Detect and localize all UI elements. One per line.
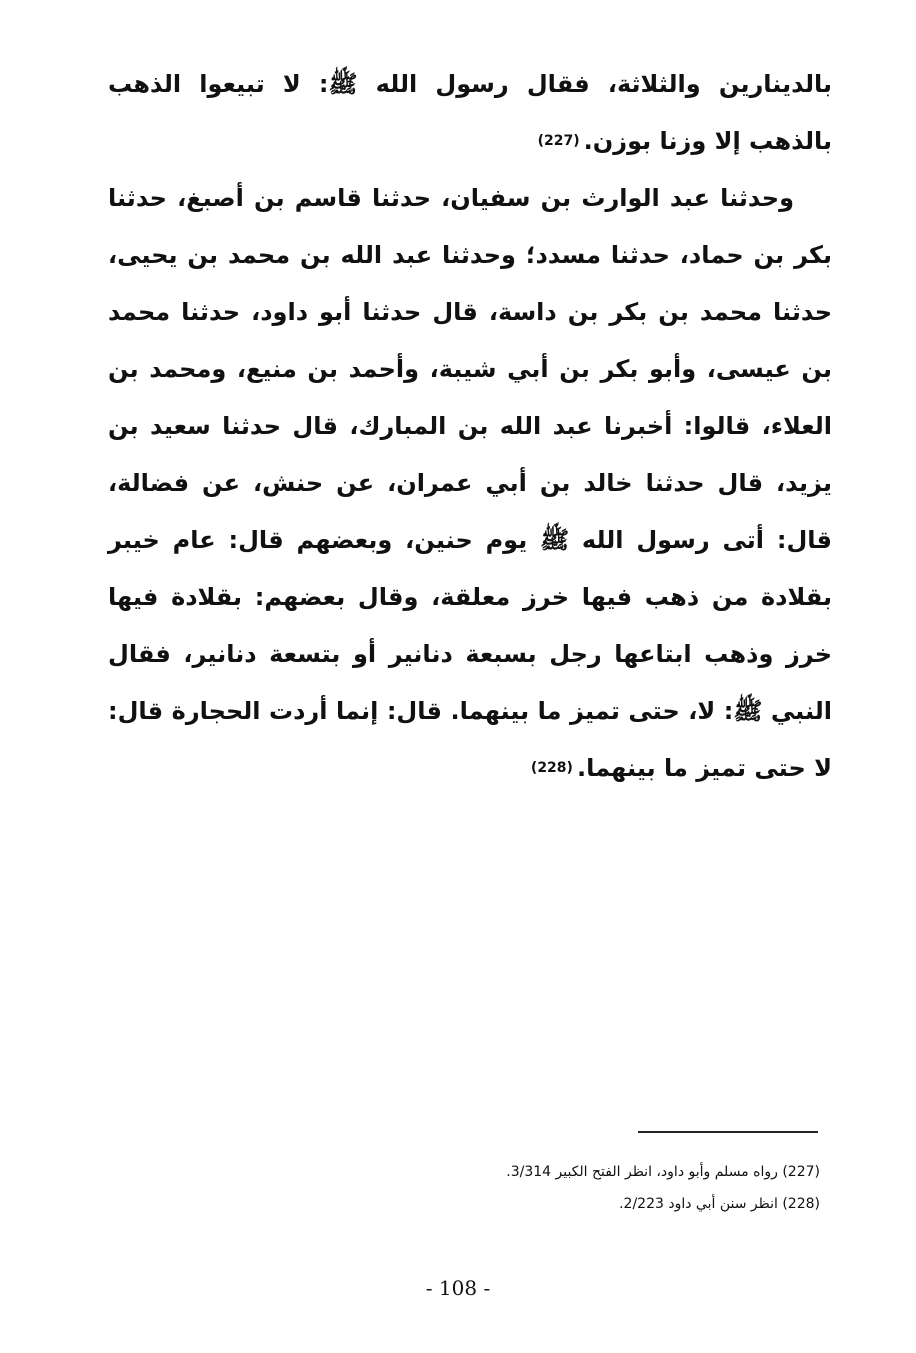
- paragraph-1-text: بالدينارين والثلاثة، فقال رسول الله ﷺ: لا تبيعوا الذهب بالذهب إلا وزنا بوزن.: [108, 70, 832, 155]
- paragraph-2: [108, 170, 832, 797]
- paragraph-1: [108, 56, 832, 170]
- footnotes: [300, 1156, 820, 1220]
- footnote-separator: [638, 1131, 818, 1133]
- footnote-228: (228) انظر سنن أبي داود 2/223.: [619, 1196, 820, 1212]
- footnote-ref-228: (228): [530, 760, 573, 776]
- footnote-ref-227: (227): [537, 133, 580, 149]
- main-text: [108, 56, 832, 797]
- paragraph-2-text: وحدثنا عبد الوارث بن سفيان، حدثنا قاسم بن أصبغ، حدثنا بكر بن حماد، حدثنا مسدد؛ وحدثنا عبد الله بن محمد بن يحيى، حدثنا محمد بن بكر بن داسة، قال حدثنا أبو داود، حدثنا محمد بن عيسى، وأبو بكر بن أبي شيبة، وأحمد بن منيع، ومحمد بن العلاء، قالوا: أخبرنا عبد الله بن المبارك، قال حدثنا سعيد بن يزيد، قال حدثنا خالد بن أبي عمران، عن حنش، عن فضالة، قال: أتى رسول الله ﷺ يوم حنين، وبعضهم قال: عام خيبر بقلادة من ذهب فيها خرز معلقة، وقال بعضهم: بقلادة فيها خرز وذهب ابتاعها رجل بسبعة دنانير أو بتسعة دنانير، فقال النبي ﷺ: لا، حتى تميز ما بينهما. قال: إنما أردت الحجارة قال: لا حتى تميز ما بينهما.: [108, 184, 832, 782]
- footnote-227: (227) رواه مسلم وأبو داود، انظر الفتح الكبير 3/314.: [506, 1164, 820, 1180]
- page-number: - 108 -: [425, 1276, 491, 1300]
